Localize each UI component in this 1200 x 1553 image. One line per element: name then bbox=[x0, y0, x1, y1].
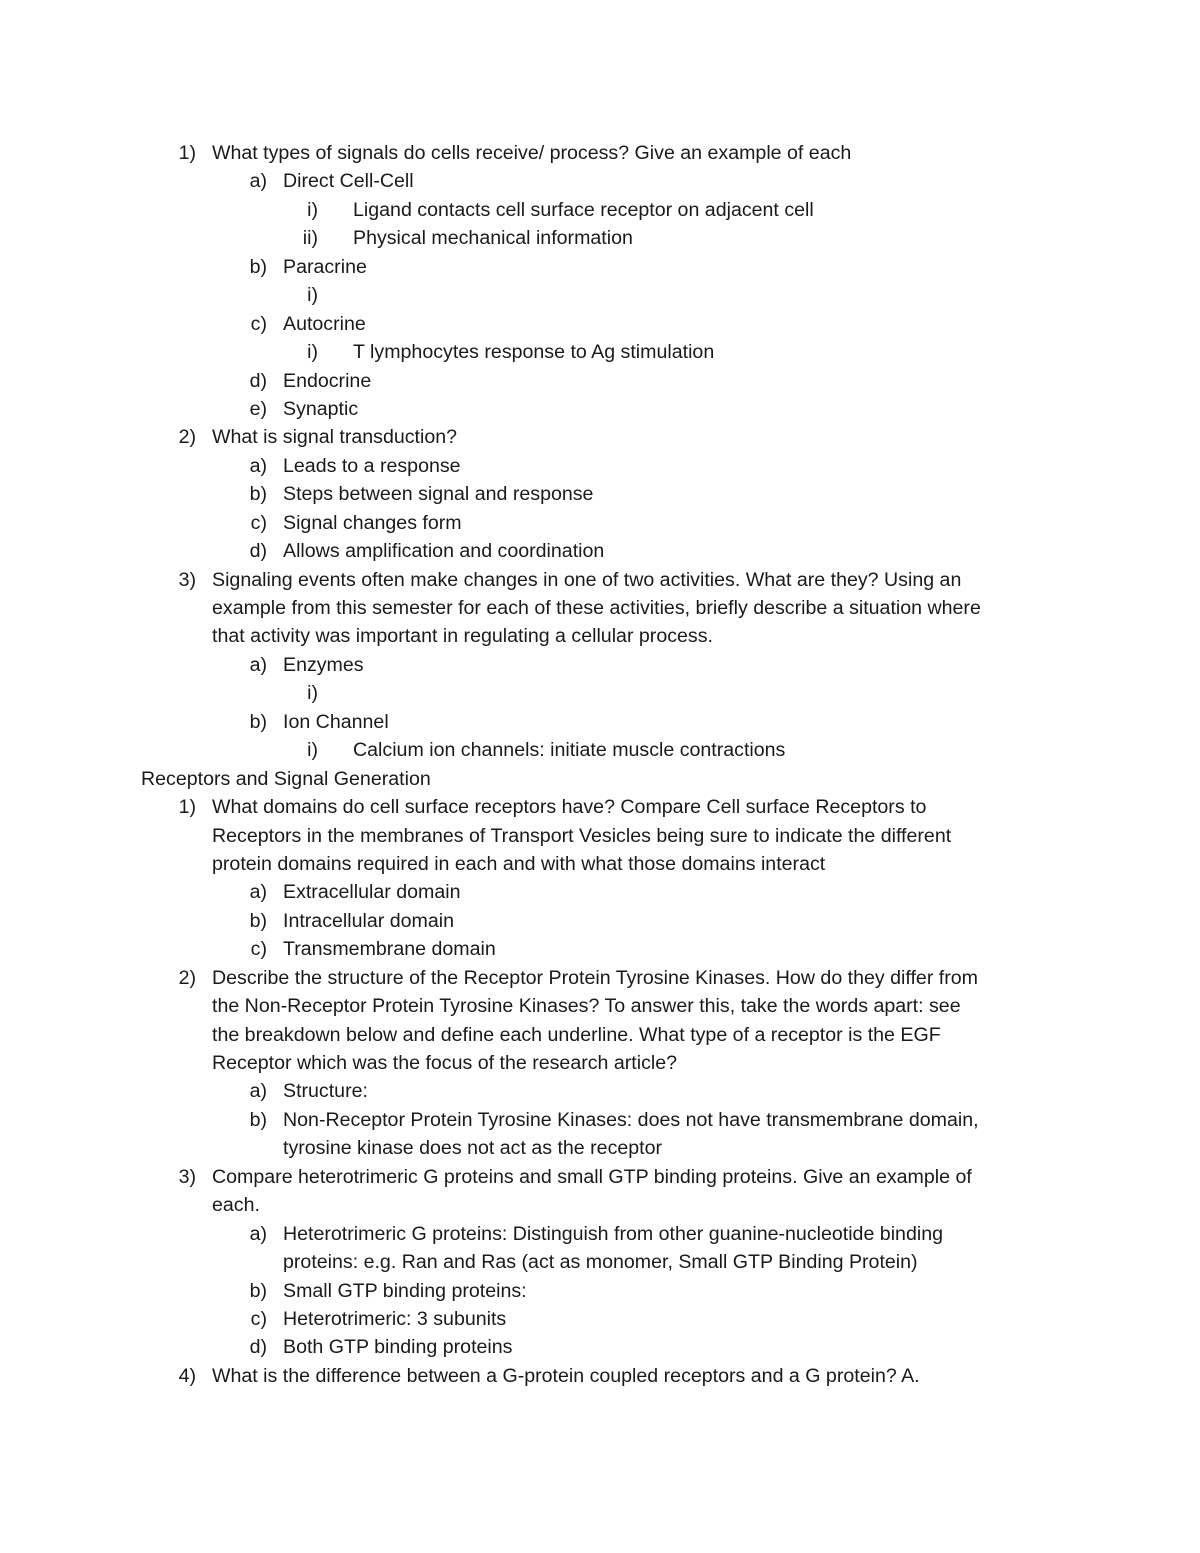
section-heading-text: Receptors and Signal Generation bbox=[141, 767, 431, 790]
list-marker: 3) bbox=[178, 1165, 196, 1188]
list-item-text: Allows amplification and coordination bbox=[283, 540, 605, 563]
list-item-text: protein domains required in each and with what those domains interact bbox=[212, 852, 826, 875]
outline-line bbox=[0, 907, 1200, 935]
list-item-text: Steps between signal and response bbox=[283, 483, 594, 506]
list-item-text: Compare heterotrimeric G proteins and small GTP binding proteins. Give an example of bbox=[212, 1165, 972, 1188]
outline-line bbox=[0, 1277, 1200, 1305]
list-marker: b) bbox=[249, 1279, 267, 1302]
list-item-text: Transmembrane domain bbox=[283, 938, 496, 961]
list-item-text: Extracellular domain bbox=[283, 881, 461, 904]
outline-line bbox=[0, 1077, 1200, 1105]
outline-line bbox=[0, 367, 1200, 395]
outline-line bbox=[0, 1106, 1200, 1134]
list-item-text: Paracrine bbox=[283, 255, 367, 278]
outline-line bbox=[0, 708, 1200, 736]
list-item-text: Structure: bbox=[283, 1080, 368, 1103]
list-marker: d) bbox=[249, 540, 267, 563]
outline-line bbox=[0, 1305, 1200, 1333]
list-item-text: Direct Cell-Cell bbox=[283, 170, 414, 193]
list-marker: e) bbox=[249, 397, 267, 420]
list-item-text: that activity was important in regulating a cellular process. bbox=[212, 625, 713, 648]
list-item-text: What domains do cell surface receptors have? Compare Cell surface Receptors to bbox=[212, 796, 927, 819]
outline-line bbox=[0, 1021, 1200, 1049]
outline-line bbox=[0, 423, 1200, 451]
outline-line bbox=[0, 679, 1200, 707]
list-item-text: Leads to a response bbox=[283, 454, 461, 477]
outline-line bbox=[0, 1049, 1200, 1077]
outline-line bbox=[0, 594, 1200, 622]
list-marker: i) bbox=[307, 341, 318, 364]
outline-line bbox=[0, 1163, 1200, 1191]
section-heading bbox=[0, 765, 1200, 793]
list-item-text: Intracellular domain bbox=[283, 909, 454, 932]
list-marker: 1) bbox=[178, 796, 196, 819]
list-item-text: What is the difference between a G-protein coupled receptors and a G protein? A. bbox=[212, 1364, 920, 1387]
list-item-text: Signal changes form bbox=[283, 511, 462, 534]
outline-line bbox=[0, 1134, 1200, 1162]
list-marker: i) bbox=[307, 682, 318, 705]
outline-line bbox=[0, 196, 1200, 224]
outline-line bbox=[0, 395, 1200, 423]
list-item-text: the Non-Receptor Protein Tyrosine Kinases? To answer this, take the words apart: see bbox=[212, 995, 961, 1018]
outline-line bbox=[0, 480, 1200, 508]
list-marker: ii) bbox=[302, 227, 318, 250]
outline-line bbox=[0, 1362, 1200, 1390]
list-item-text: Calcium ion channels: initiate muscle contractions bbox=[353, 739, 786, 762]
list-marker: c) bbox=[250, 1307, 267, 1330]
outline-line bbox=[0, 167, 1200, 195]
list-item-text: What types of signals do cells receive/ process? Give an example of each bbox=[212, 142, 852, 164]
list-marker: 3) bbox=[178, 568, 196, 591]
list-marker: d) bbox=[249, 1336, 267, 1359]
list-item-text: Heterotrimeric G proteins: Distinguish from other guanine-nucleotide binding bbox=[283, 1222, 943, 1245]
list-item-text: the breakdown below and define each underline. What type of a receptor is the EGF bbox=[212, 1023, 941, 1046]
outline-line bbox=[0, 1248, 1200, 1276]
outline-line bbox=[0, 452, 1200, 480]
outline-line bbox=[0, 509, 1200, 537]
list-marker: b) bbox=[249, 483, 267, 506]
list-item-text: Receptors in the membranes of Transport Vesicles being sure to indicate the different bbox=[212, 824, 952, 847]
list-marker: b) bbox=[249, 710, 267, 733]
outline-line bbox=[0, 1333, 1200, 1361]
outline-line bbox=[0, 793, 1200, 821]
outline-line bbox=[0, 878, 1200, 906]
list-item-text: Enzymes bbox=[283, 653, 364, 676]
outline-line bbox=[0, 822, 1200, 850]
outline-line bbox=[0, 281, 1200, 309]
list-item-text: Physical mechanical information bbox=[353, 227, 633, 250]
document-body bbox=[0, 139, 1200, 1390]
outline-line bbox=[0, 253, 1200, 281]
list-item-text: Autocrine bbox=[283, 312, 366, 335]
list-item-text: example from this semester for each of these activities, briefly describe a situation where bbox=[212, 597, 981, 619]
list-marker: d) bbox=[249, 369, 267, 392]
list-item-text: tyrosine kinase does not act as the receptor bbox=[283, 1137, 663, 1160]
list-item-text: T lymphocytes response to Ag stimulation bbox=[353, 341, 715, 364]
list-item-text: Describe the structure of the Receptor Protein Tyrosine Kinases. How do they differ from bbox=[212, 966, 978, 989]
outline-line bbox=[0, 224, 1200, 252]
list-marker: a) bbox=[249, 170, 267, 193]
list-item-text: Small GTP binding proteins: bbox=[283, 1279, 527, 1302]
list-marker: a) bbox=[249, 653, 267, 676]
list-marker: c) bbox=[250, 938, 267, 961]
list-item-text: Endocrine bbox=[283, 369, 372, 392]
list-marker: b) bbox=[249, 909, 267, 932]
list-marker: c) bbox=[250, 312, 267, 335]
outline-line bbox=[0, 622, 1200, 650]
outline-line bbox=[0, 566, 1200, 594]
list-marker: 4) bbox=[178, 1364, 196, 1387]
list-item-text: Non-Receptor Protein Tyrosine Kinases: does not have transmembrane domain, bbox=[283, 1108, 979, 1131]
outline-line bbox=[0, 139, 1200, 167]
list-marker: b) bbox=[249, 1108, 267, 1131]
list-item-text: proteins: e.g. Ran and Ras (act as monomer, Small GTP Binding Protein) bbox=[283, 1251, 918, 1274]
list-item-text: Both GTP binding proteins bbox=[283, 1336, 513, 1359]
list-marker: c) bbox=[250, 511, 267, 534]
list-item-text: Ligand contacts cell surface receptor on adjacent cell bbox=[353, 198, 814, 221]
outline-line bbox=[0, 1191, 1200, 1219]
outline-line bbox=[0, 338, 1200, 366]
list-marker: i) bbox=[307, 739, 318, 762]
list-marker: i) bbox=[307, 198, 318, 221]
outline-line bbox=[0, 736, 1200, 764]
list-item-text: Ion Channel bbox=[283, 710, 389, 733]
outline-line bbox=[0, 964, 1200, 992]
outline-line bbox=[0, 1220, 1200, 1248]
outline-line bbox=[0, 537, 1200, 565]
list-marker: 2) bbox=[178, 426, 196, 449]
list-item-text: each. bbox=[212, 1194, 260, 1217]
outline-line bbox=[0, 992, 1200, 1020]
outline-line bbox=[0, 651, 1200, 679]
list-marker: 2) bbox=[178, 966, 196, 989]
list-item-text: Synaptic bbox=[283, 397, 359, 420]
list-marker: 1) bbox=[178, 142, 196, 164]
list-marker: a) bbox=[249, 454, 267, 477]
list-item-text: What is signal transduction? bbox=[212, 426, 458, 449]
outline-line bbox=[0, 850, 1200, 878]
list-marker: a) bbox=[249, 1080, 267, 1103]
list-item-text: Receptor which was the focus of the research article? bbox=[212, 1052, 678, 1074]
list-item-text: Heterotrimeric: 3 subunits bbox=[283, 1307, 507, 1330]
list-marker: b) bbox=[249, 255, 267, 278]
list-item-text: Signaling events often make changes in one of two activities. What are they? Using an bbox=[212, 568, 962, 591]
outline-line bbox=[0, 310, 1200, 338]
list-marker: a) bbox=[249, 1222, 267, 1245]
list-marker: i) bbox=[307, 284, 318, 307]
list-marker: a) bbox=[249, 881, 267, 904]
outline-line bbox=[0, 935, 1200, 963]
